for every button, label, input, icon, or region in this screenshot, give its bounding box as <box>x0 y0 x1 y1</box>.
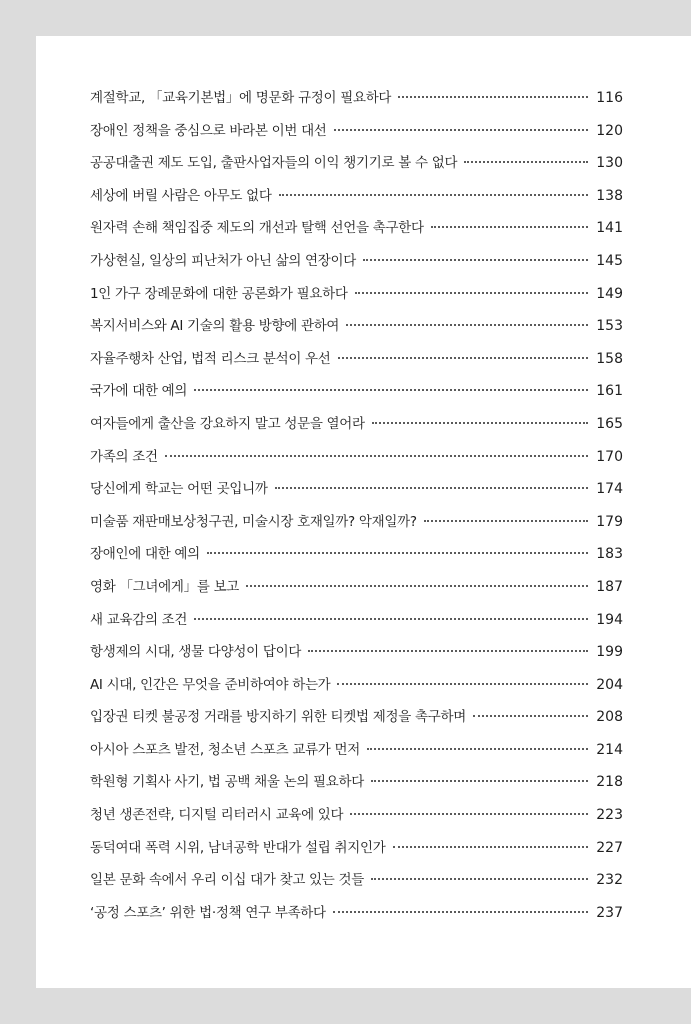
dot-leader <box>473 715 588 717</box>
toc-entry <box>90 510 623 543</box>
dot-leader <box>194 618 588 620</box>
toc-entry <box>90 282 623 315</box>
toc-entry-page-number: 227 <box>596 839 623 856</box>
toc-entry-page-number: 232 <box>596 872 623 889</box>
toc-entry <box>90 445 623 478</box>
toc-entry <box>90 119 623 152</box>
toc-entry-title: 공공대출권 제도 도입, 출판사업자들의 이익 챙기기로 볼 수 없다 <box>90 155 458 172</box>
dot-leader <box>346 324 588 326</box>
toc-entry-title: AI 시대, 인간은 무엇을 준비하여야 하는가 <box>90 676 331 693</box>
toc-entry <box>90 673 623 706</box>
toc-entry-title: 원자력 손해 책임집중 제도의 개선과 탈핵 선언을 촉구한다 <box>90 220 424 237</box>
toc-entry <box>90 901 623 934</box>
toc-entry <box>90 379 623 412</box>
toc-entry-title: 여자들에게 출산을 강요하지 말고 성문을 열어라 <box>90 415 365 432</box>
toc-entry-page-number: 179 <box>596 513 623 530</box>
dot-leader <box>246 585 588 587</box>
toc-entry <box>90 705 623 738</box>
toc-entry-page-number: 145 <box>596 252 623 269</box>
dot-leader <box>372 422 588 424</box>
toc-entry-title: 가족의 조건 <box>90 448 158 465</box>
dot-leader <box>350 813 588 815</box>
toc-entry <box>90 412 623 445</box>
toc-entry <box>90 575 623 608</box>
toc-entry <box>90 477 623 510</box>
dot-leader <box>371 878 588 880</box>
toc-entry-title: 영화 「그녀에게」를 보고 <box>90 578 240 595</box>
toc-entry <box>90 184 623 217</box>
toc-entry-page-number: 218 <box>596 774 623 791</box>
toc-entry <box>90 770 623 803</box>
toc-entry <box>90 803 623 836</box>
dot-leader <box>308 650 588 652</box>
toc-entry <box>90 836 623 869</box>
dot-leader <box>165 455 588 457</box>
toc-entry-page-number: 158 <box>596 350 623 367</box>
toc-entry-page-number: 214 <box>596 741 623 758</box>
toc-entry <box>90 249 623 282</box>
toc-entry-title: 당신에게 학교는 어떤 곳입니까 <box>90 481 268 498</box>
toc-entry-page-number: 174 <box>596 481 623 498</box>
dot-leader <box>338 357 588 359</box>
dot-leader <box>337 683 588 685</box>
toc-entry-title: 장애인에 대한 예의 <box>90 546 200 563</box>
toc-entry-title: 세상에 버릴 사람은 아무도 없다 <box>90 187 272 204</box>
toc-entry-title: 입장권 티켓 불공정 거래를 방지하기 위한 티켓법 제정을 촉구하며 <box>90 709 466 726</box>
dot-leader <box>431 226 588 228</box>
table-of-contents <box>90 86 623 933</box>
toc-entry-title: 아시아 스포츠 발전, 청소년 스포츠 교류가 먼저 <box>90 741 361 758</box>
book-page <box>36 36 691 988</box>
toc-entry <box>90 868 623 901</box>
toc-entry-title: 학원형 기획사 사기, 법 공백 채울 논의 필요하다 <box>90 774 365 791</box>
toc-entry <box>90 151 623 184</box>
toc-entry-page-number: 116 <box>596 90 623 106</box>
toc-entry-page-number: 130 <box>596 155 623 172</box>
toc-entry-page-number: 208 <box>596 709 623 726</box>
toc-entry <box>90 542 623 575</box>
toc-entry-title: 새 교육감의 조건 <box>90 611 188 628</box>
toc-entry-page-number: 223 <box>596 807 623 824</box>
toc-entry-page-number: 237 <box>596 904 623 921</box>
dot-leader <box>279 194 588 196</box>
dot-leader <box>275 487 588 489</box>
toc-entry-title: 국가에 대한 예의 <box>90 383 188 400</box>
toc-entry-title: 계절학교, 「교육기본법」에 명문화 규정이 필요하다 <box>90 90 392 106</box>
toc-entry-title: 일본 문화 속에서 우리 이십 대가 찾고 있는 것들 <box>90 872 365 889</box>
toc-entry-page-number: 165 <box>596 415 623 432</box>
dot-leader <box>393 846 589 848</box>
toc-entry <box>90 608 623 641</box>
toc-entry-page-number: 199 <box>596 644 623 661</box>
dot-leader <box>333 911 588 913</box>
toc-entry-page-number: 149 <box>596 285 623 302</box>
toc-entry-page-number: 120 <box>596 122 623 139</box>
toc-entry <box>90 216 623 249</box>
toc-entry-page-number: 194 <box>596 611 623 628</box>
toc-entry-title: 미술품 재판매보상청구권, 미술시장 호재일까? 악재일까? <box>90 513 417 530</box>
dot-leader <box>334 129 588 131</box>
toc-entry <box>90 347 623 380</box>
toc-entry <box>90 640 623 673</box>
dot-leader <box>207 552 588 554</box>
toc-entry-title: 동덕여대 폭력 시위, 남녀공학 반대가 설립 취지인가 <box>90 839 386 856</box>
toc-entry-title: 1인 가구 장례문화에 대한 공론화가 필요하다 <box>90 285 348 302</box>
toc-entry <box>90 314 623 347</box>
dot-leader <box>464 161 588 163</box>
toc-entry-page-number: 183 <box>596 546 623 563</box>
toc-entry-page-number: 138 <box>596 187 623 204</box>
toc-entry <box>90 738 623 771</box>
toc-entry-page-number: 204 <box>596 676 623 693</box>
toc-entry-title: 청년 생존전략, 디지털 리터러시 교육에 있다 <box>90 807 344 824</box>
toc-entry-page-number: 187 <box>596 578 623 595</box>
dot-leader <box>355 292 588 294</box>
toc-entry-title: 자율주행차 산업, 법적 리스크 분석이 우선 <box>90 350 331 367</box>
toc-entry-page-number: 141 <box>596 220 623 237</box>
toc-entry-title: 가상현실, 일상의 피난처가 아닌 삶의 연장이다 <box>90 252 357 269</box>
toc-entry-page-number: 153 <box>596 318 623 335</box>
dot-leader <box>367 748 588 750</box>
toc-entry-page-number: 170 <box>596 448 623 465</box>
toc-entry-title: ‘공정 스포츠’ 위한 법·정책 연구 부족하다 <box>90 904 326 921</box>
dot-leader <box>424 520 588 522</box>
toc-entry-title: 복지서비스와 AI 기술의 활용 방향에 관하여 <box>90 318 340 335</box>
dot-leader <box>194 389 588 391</box>
toc-entry <box>90 86 623 119</box>
toc-entry-page-number: 161 <box>596 383 623 400</box>
dot-leader <box>398 96 588 98</box>
dot-leader <box>371 780 588 782</box>
toc-entry-title: 항생제의 시대, 생물 다양성이 답이다 <box>90 644 302 661</box>
dot-leader <box>363 259 588 261</box>
toc-entry-title: 장애인 정책을 중심으로 바라본 이번 대선 <box>90 122 327 139</box>
